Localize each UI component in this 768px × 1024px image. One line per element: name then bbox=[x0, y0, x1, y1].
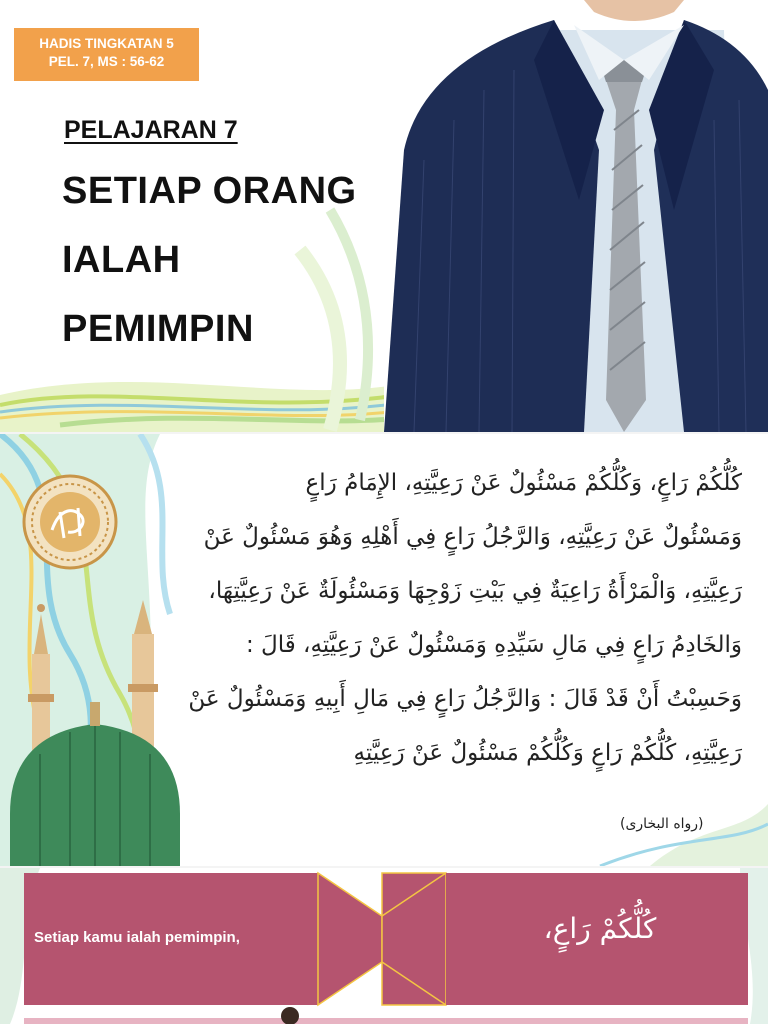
person-icon bbox=[270, 1004, 310, 1024]
badge-pages: PEL. 7, MS : 56-62 bbox=[48, 54, 165, 69]
meaning-text: Setiap kamu ialah pemimpin, bbox=[34, 929, 240, 946]
title-slide bbox=[0, 0, 768, 432]
hadith-line: كُلُّكُمْ رَاعٍ، وَكُلُّكُمْ مَسْئُولٌ عَنْ رَعِيَّتِهِ، الإِمَامُ رَاعٍ bbox=[305, 470, 742, 496]
lesson-label: PELAJARAN 7 bbox=[64, 116, 238, 144]
calligraphy-seal-icon bbox=[20, 472, 120, 572]
title-line-1: SETIAP ORANG bbox=[62, 170, 357, 212]
hadith-line: وَحَسِبْتُ أَنْ قَدْ قَالَ : وَالرَّجُلُ رَاعٍ فِي مَالِ أَبِيهِ وَمَسْئُولٌ عَنْ bbox=[188, 686, 742, 712]
badge-subject: HADIS TINGKATAN 5 bbox=[39, 36, 174, 51]
hadith-slide bbox=[0, 434, 768, 866]
subject-badge bbox=[14, 28, 199, 81]
hadith-line: رَعِيَّتِهِ، كُلُّكُمْ رَاعٍ وَكُلُّكُمْ مَسْئُولٌ عَنْ رَعِيَّتِهِ bbox=[353, 740, 742, 766]
title-line-3: PEMIMPIN bbox=[62, 308, 254, 350]
businessman-photo bbox=[384, 0, 768, 432]
hadith-text bbox=[150, 456, 742, 780]
hadith-line: وَالخَادِمُ رَاعٍ فِي مَالِ سَيِّدِهِ وَمَسْئُولٌ عَنْ رَعِيَّتِهِ، قَالَ : bbox=[245, 632, 742, 658]
title-line-2: IALAH bbox=[62, 239, 181, 281]
meaning-slide bbox=[0, 868, 768, 1024]
hadith-line: رَعِيَّتِهِ، وَالْمَرْأَةُ رَاعِيَةٌ فِي بَيْتِ زَوْجِهَا وَمَسْئُولَةٌ عَنْ رَعِيَّتِهَا، bbox=[208, 578, 742, 604]
meaning-banner bbox=[0, 868, 768, 1024]
hadith-line: وَمَسْئُولٌ عَنْ رَعِيَّتِهِ، وَالرَّجُلُ رَاعٍ فِي أَهْلِهِ وَهُوَ مَسْئُولٌ عَنْ bbox=[203, 524, 742, 550]
hadith-source: (رواه البخارى) bbox=[620, 816, 704, 832]
arabic-phrase: كُلُّكُمْ رَاعٍ، bbox=[543, 912, 657, 945]
